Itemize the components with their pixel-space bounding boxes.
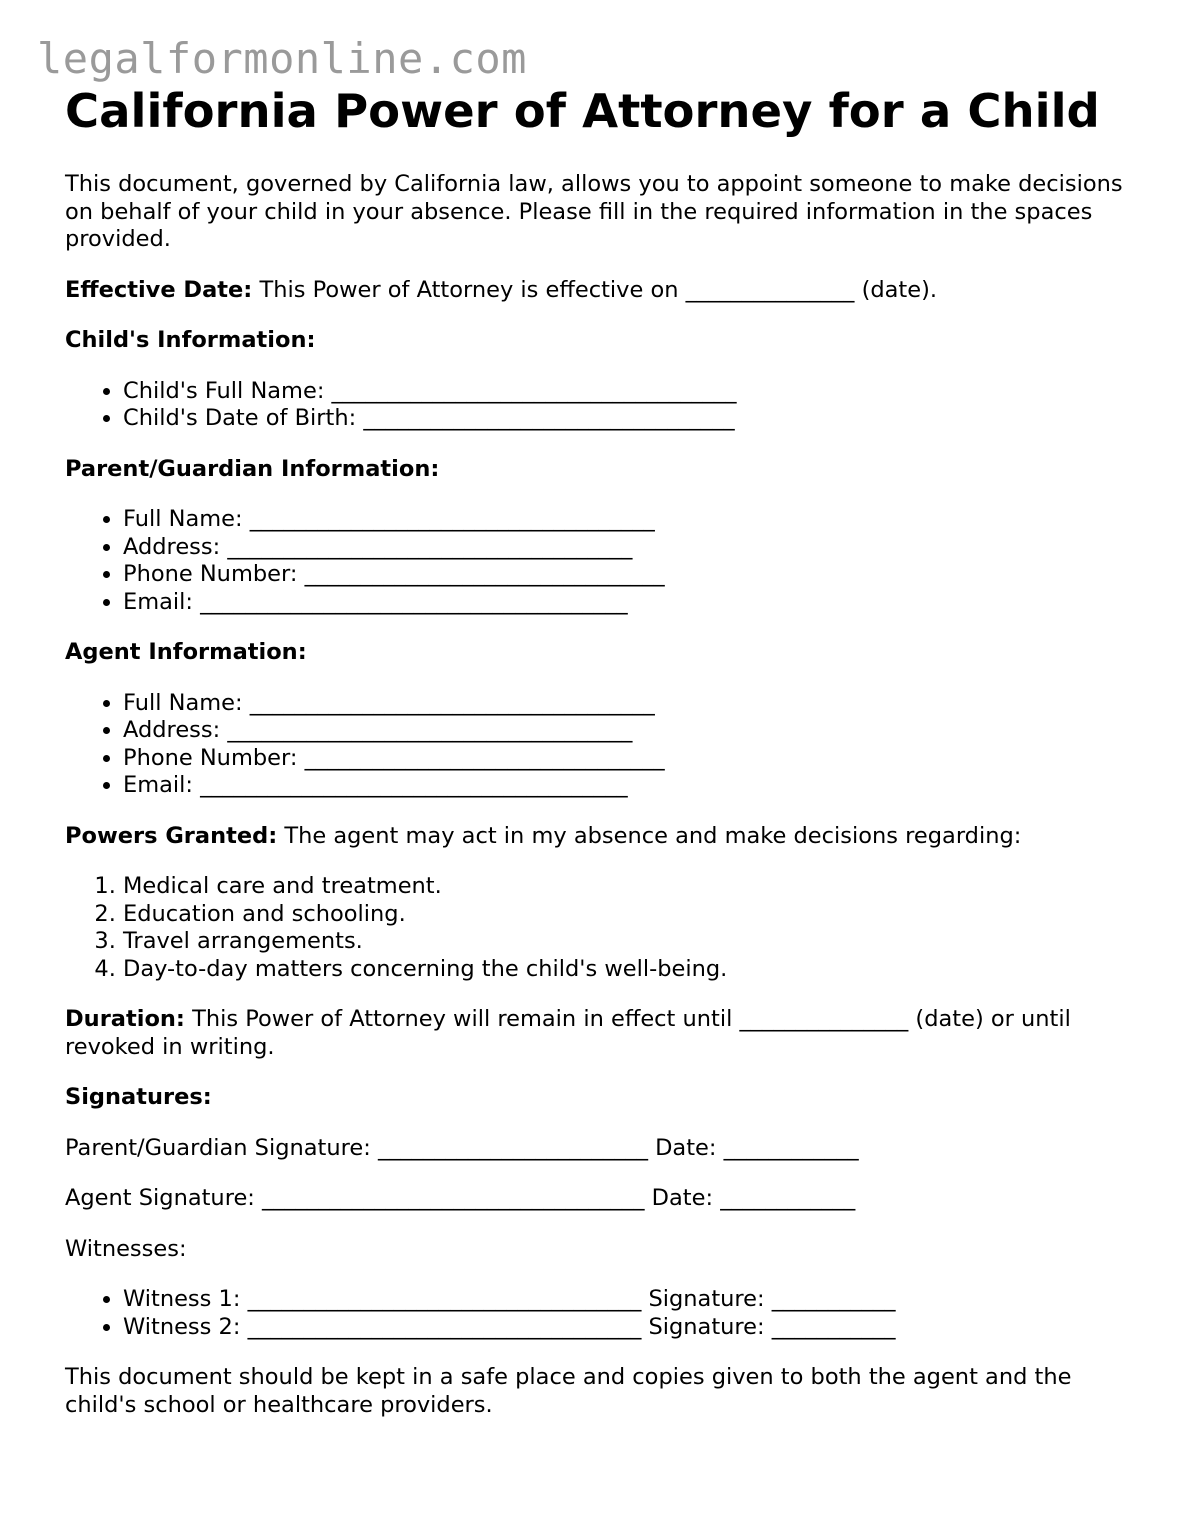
list-item: • Witness 1: ___________________________________ Signature: ___________ — [123, 1286, 1125, 1314]
list-item: • Full Name: ____________________________________ — [123, 506, 1125, 534]
effective-date-label: Effective Date: — [65, 276, 253, 303]
list-item: 2. Education and schooling. — [123, 901, 1125, 929]
list-item: • Email: ______________________________________ — [123, 772, 1125, 800]
parent-signature-line: Parent/Guardian Signature: ________________________ Date: ____________ — [65, 1134, 859, 1161]
list-item: • Witness 2: ___________________________________ Signature: ___________ — [123, 1314, 1125, 1342]
list-item: • Phone Number: ________________________________ — [123, 745, 1125, 773]
intro-paragraph: This document, governed by California law, allows you to appoint someone to make decisions on behalf of your child in your absence. Please fill in the required information in the spaces provided. — [65, 171, 1123, 252]
list-item: • Child's Date of Birth: _________________________________ — [123, 405, 1125, 433]
footer-note: This document should be kept in a safe place and copies given to both the agent and the child's school or healthcare providers. — [65, 1364, 1072, 1418]
witnesses-list — [65, 1286, 1125, 1341]
duration-text: This Power of Attorney will remain in effect until _______________ (date) or until revoked in writing. — [65, 1006, 1071, 1060]
powers-granted-line — [65, 823, 1125, 851]
list-item: 3. Travel arrangements. — [123, 928, 1125, 956]
list-item: 4. Day-to-day matters concerning the child's well-being. — [123, 956, 1125, 984]
list-item: 1. Medical care and treatment. — [123, 873, 1125, 901]
witnesses-label: Witnesses: — [65, 1235, 187, 1262]
list-item: • Child's Full Name: ____________________________________ — [123, 378, 1125, 406]
powers-granted-label: Powers Granted: — [65, 822, 278, 849]
agent-info-list — [65, 690, 1125, 800]
powers-granted-text: The agent may act in my absence and make decisions regarding: — [277, 822, 1022, 849]
document-body — [65, 84, 1125, 1419]
list-item: • Address: ____________________________________ — [123, 717, 1125, 745]
duration-label: Duration: — [65, 1006, 185, 1032]
list-item: • Phone Number: ________________________________ — [123, 561, 1125, 589]
document-title: California Power of Attorney for a Child — [65, 84, 1100, 138]
powers-list — [65, 873, 1125, 983]
child-info-heading: Child's Information: — [65, 327, 316, 353]
list-item: • Email: ______________________________________ — [123, 589, 1125, 617]
site-watermark: legalformonline.com — [37, 34, 527, 83]
signatures-heading: Signatures: — [65, 1084, 212, 1110]
agent-info-heading: Agent Information: — [65, 639, 307, 665]
parent-info-heading: Parent/Guardian Information: — [65, 455, 440, 482]
effective-date-line — [65, 277, 1125, 305]
child-info-list — [65, 378, 1125, 433]
list-item: • Full Name: ____________________________________ — [123, 690, 1125, 718]
effective-date-text: This Power of Attorney is effective on _______________ (date). — [252, 276, 938, 303]
parent-info-list — [65, 506, 1125, 616]
list-item: • Address: ____________________________________ — [123, 534, 1125, 562]
agent-signature-line: Agent Signature: __________________________________ Date: ____________ — [65, 1185, 856, 1211]
duration-paragraph — [65, 1006, 1125, 1061]
